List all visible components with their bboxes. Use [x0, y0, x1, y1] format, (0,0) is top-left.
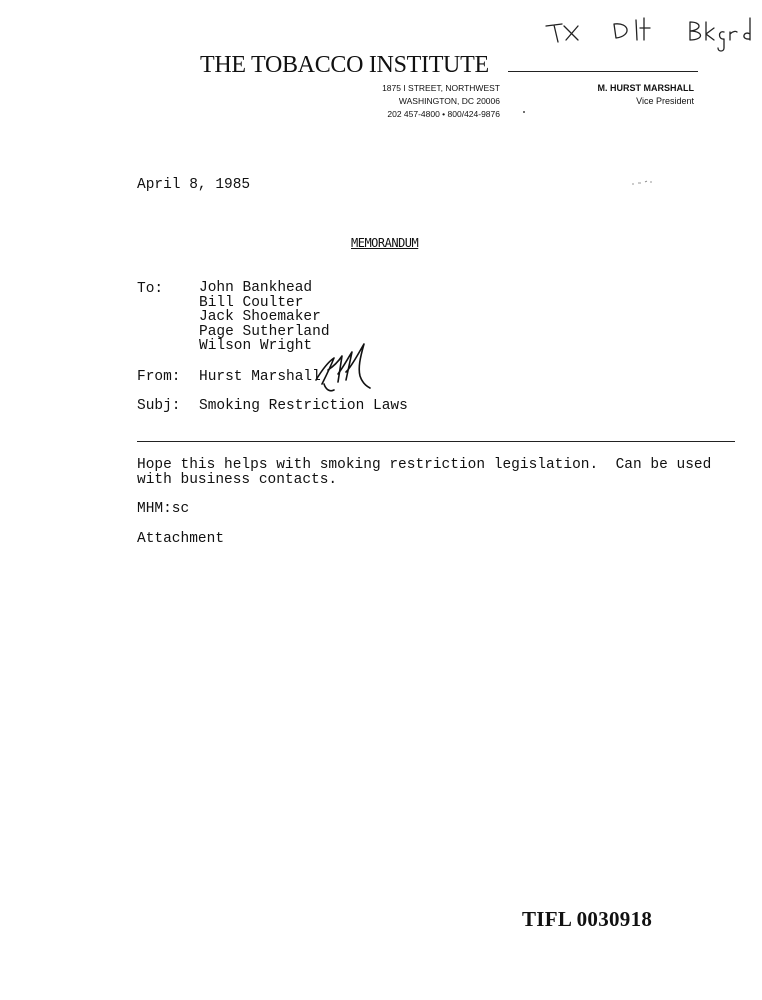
sender-title: Vice President [636, 96, 694, 106]
subject-value: Smoking Restriction Laws [199, 398, 408, 414]
memo-date: April 8, 1985 [137, 177, 251, 193]
address-line-2: WASHINGTON, DC 20006 [398, 96, 500, 106]
subject-label: Subj: [137, 398, 181, 414]
organization-address [340, 82, 500, 121]
recipient: John Bankhead [199, 280, 313, 296]
phone-numbers: 202 457-4800 • 800/424-9876 [387, 109, 500, 119]
organization-name: THE TOBACCO INSTITUTE [200, 52, 489, 78]
handwritten-signature [308, 340, 378, 400]
typist-initials: MHM:sc [137, 501, 190, 517]
recipient: Bill Coulter [199, 294, 304, 311]
from-value: Hurst Marshall [199, 369, 321, 385]
sender-letterhead-block [574, 82, 694, 108]
scan-speck [628, 179, 656, 187]
from-label: From: [137, 369, 181, 385]
stray-mark [523, 111, 525, 113]
recipient: Page Sutherland [199, 323, 330, 340]
memo-body [137, 458, 737, 488]
letterhead-rule [508, 71, 698, 72]
memo-title: MEMORANDUM [351, 236, 419, 250]
address-line-1: 1875 I STREET, NORTHWEST [382, 83, 500, 93]
body-line: Hope this helps with smoking restriction legislation. Can be used [137, 457, 712, 473]
handwritten-note [540, 12, 760, 57]
to-label: To: [137, 281, 164, 297]
body-line: with business contacts. [137, 472, 338, 488]
recipient: Jack Shoemaker [199, 309, 321, 326]
recipient: Wilson Wright [199, 338, 313, 355]
document-id: TIFL 0030918 [522, 907, 653, 931]
sender-name: M. HURST MARSHALL [597, 83, 694, 93]
attachment-note: Attachment [137, 531, 225, 547]
header-divider [137, 441, 735, 442]
